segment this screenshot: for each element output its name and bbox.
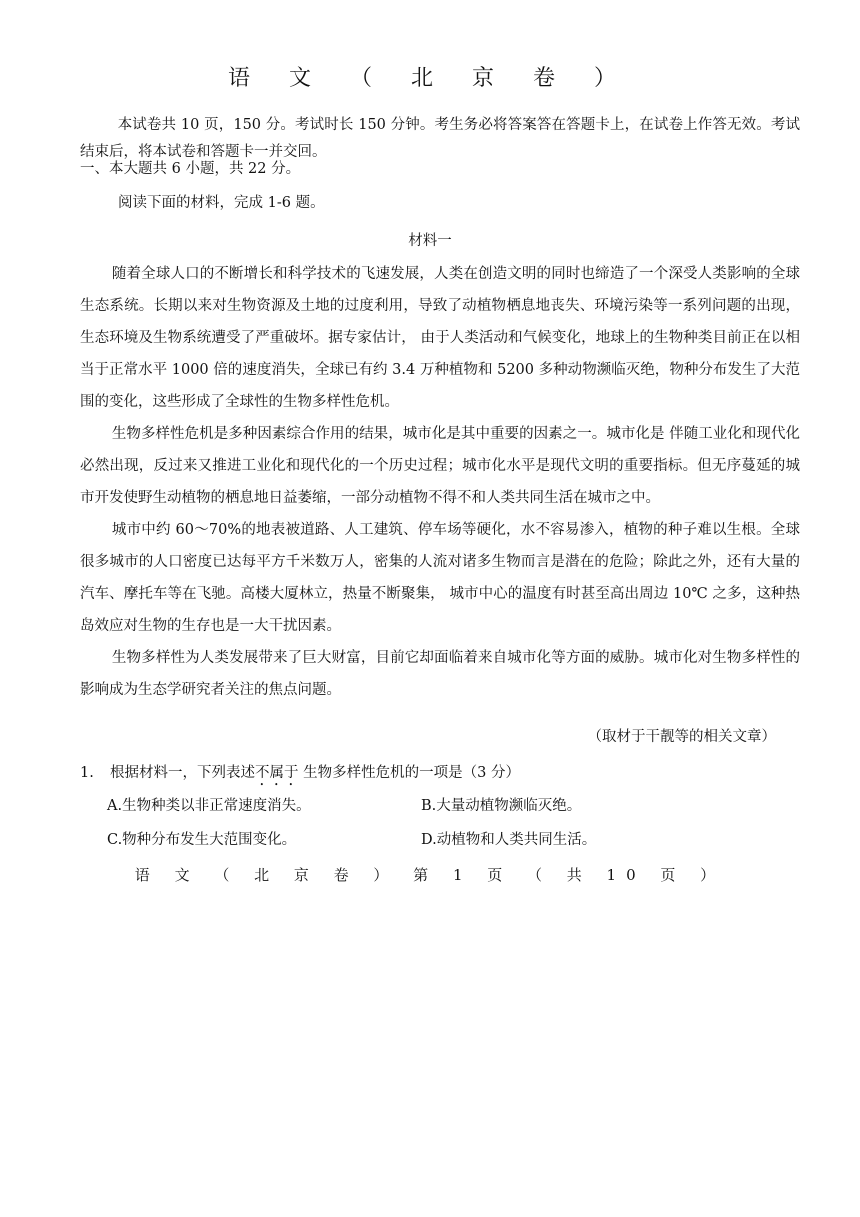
question-stem-end: 生物多样性危机的一项是（3 分）	[298, 765, 520, 781]
question-stem-start: 根据材料一，下列表述	[110, 765, 255, 781]
exam-instructions: 本试卷共 10 页，150 分。考试时长 150 分钟。考生务必将答案答在答题卡上，在试卷上作答无效。考试结束后，将本试卷和答题卡一并交回。	[80, 117, 800, 160]
page-footer: 语 文 （ 北 京 卷 ） 第 1 页 （ 共 10 页 ）	[134, 866, 726, 884]
paragraph: 城市中约 60～70%的地表被道路、人工建筑、停车场等硬化，水不容易渗入，植物的种子难以生根。全球很多城市的人口密度已达每平方千米数万人，密集的人流对诸多生物而言是潜在的危险；除此之外，还有大量的汽车、摩托车等在飞驰。高楼大厦林立，热量不断聚集， 城市中心的温度有时甚至高出周边 10℃ 之多，这种热岛效应对生物的生存也是一大干扰因素。	[80, 522, 800, 634]
option-b: B.大量动植物濒临灭绝。	[421, 798, 582, 814]
paragraph: 生物多样性危机是多种因素综合作用的结果，城市化是其中重要的因素之一。城市化是 伴随工业化和现代化必然出现，反过来又推进工业化和现代化的一个历史过程；城市化水平是现代文明的重要指标。但无序蔓延的城市开发使野生动植物的栖息地日益萎缩，一部分动植物不得不和人类共同生活在城市之中。	[80, 426, 800, 506]
paragraph: 随着全球人口的不断增长和科学技术的飞速发展，人类在创造文明的同时也缔造了一个深受人类影响的全球生态系统。长期以来对生物资源及土地的过度利用，导致了动植物栖息地丧失、环境污染等一系列问题的出现，生态环境及生物系统遭受了严重破坏。据专家估计， 由于人类活动和气候变化，地球上的生物种类目前正在以相当于正常水平 1000 倍的速度消失，全球已有约 3.4 万种植物和 5200 多种动物濒临灭绝，物种分布发生了大范围的变化，这些形成了全球性的生物多样性危机。	[80, 266, 800, 410]
source-citation: （取材于干靓等的相关文章）	[587, 729, 776, 745]
page-title: 语 文 （ 北 京 卷 ）	[228, 66, 632, 91]
question-stem-emphasis: 不属于	[255, 765, 299, 781]
section-heading: 一、本大题共 6 小题，共 22 分。	[80, 161, 301, 177]
paragraph: 生物多样性为人类发展带来了巨大财富，目前它却面临着来自城市化等方面的威胁。城市化对生物多样性的影响成为生态学研究者关注的焦点问题。	[80, 650, 800, 698]
option-c: C.物种分布发生大范围变化。	[107, 832, 297, 848]
option-d: D.动植物和人类共同生活。	[421, 832, 597, 848]
question-number: 1.	[80, 765, 94, 781]
option-a: A.生物种类以非正常速度消失。	[107, 798, 311, 814]
question-1	[80, 762, 800, 789]
material-body	[80, 258, 800, 706]
material-label: 材料一	[408, 233, 452, 249]
reading-instruction: 阅读下面的材料，完成 1-6 题。	[118, 195, 325, 211]
